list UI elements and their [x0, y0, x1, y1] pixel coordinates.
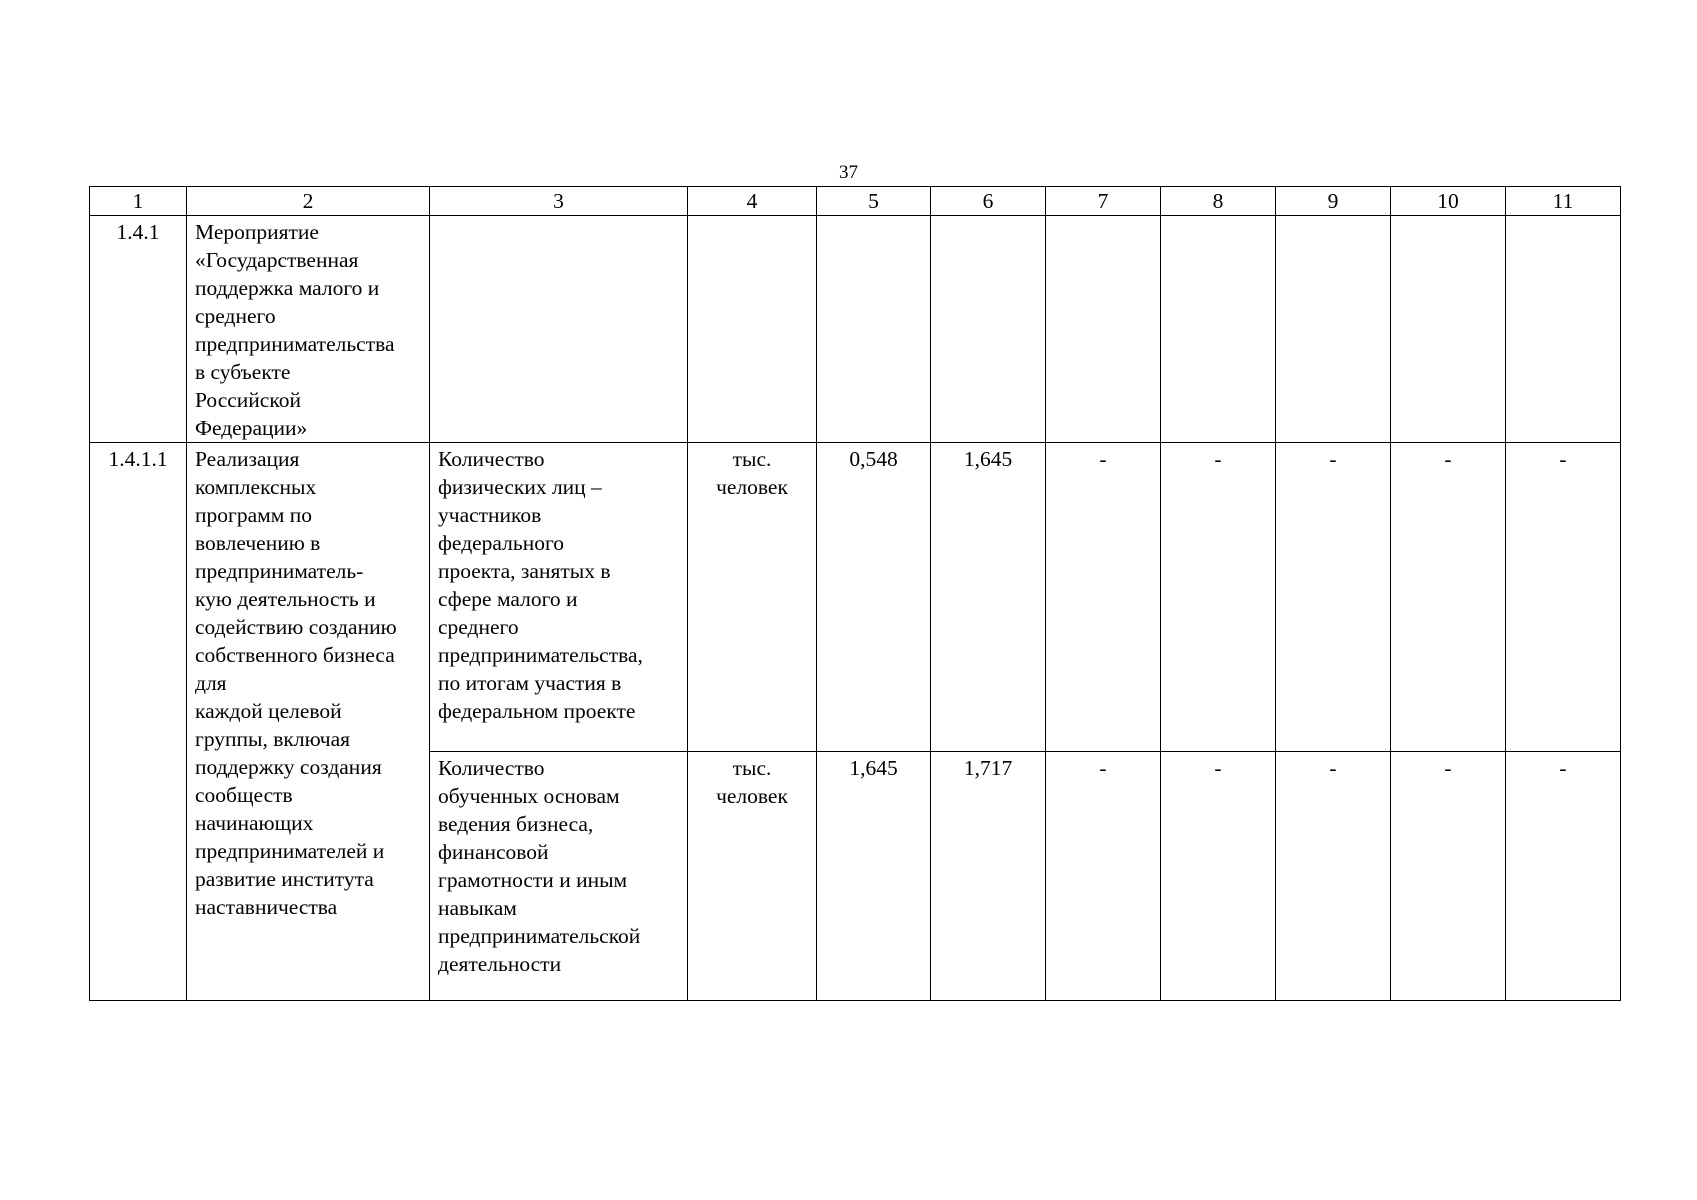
value-cell: [1161, 216, 1276, 443]
event-name-cell: [187, 216, 430, 443]
value-cell: [931, 216, 1046, 443]
row-code: 1.4.1.1: [108, 447, 168, 471]
value-cell: -: [1046, 752, 1161, 1001]
indicator-cell: [430, 752, 688, 1001]
unit-cell: [688, 216, 817, 443]
header-cell: 6: [931, 187, 1046, 216]
header-cell: 3: [430, 187, 688, 216]
row-code-cell: [90, 443, 187, 1001]
header-cell: 1: [90, 187, 187, 216]
header-cell: 8: [1161, 187, 1276, 216]
unit-cell: [688, 443, 817, 752]
value-cell: -: [1161, 752, 1276, 1001]
value-cell: -: [1276, 752, 1391, 1001]
table-row: [90, 216, 1621, 443]
header-cell: 5: [817, 187, 931, 216]
row-code-cell: [90, 216, 187, 443]
header-cell: 2: [187, 187, 430, 216]
header-cell: 4: [688, 187, 817, 216]
value-cell: [1391, 216, 1506, 443]
value-cell: -: [1391, 752, 1506, 1001]
header-cell: 11: [1506, 187, 1621, 216]
value-cell: 1,717: [931, 752, 1046, 1001]
event-name: Мероприятие «Государственная поддержка малого и среднего предпринимательства в субъекте Российской Федерации»: [195, 220, 395, 440]
value-cell: -: [1046, 443, 1161, 752]
value-cell: -: [1276, 443, 1391, 752]
value-cell: 0,548: [817, 443, 931, 752]
row-code: 1.4.1: [116, 220, 160, 244]
value-cell: [1506, 216, 1621, 443]
event-name-cell: [187, 443, 430, 1001]
event-name: Реализация комплексных программ по вовлечению в предприниматель- кую деятельность и содействию созданию собственного бизнеса для каждой целевой группы, включая поддержку создания сообществ начинающих предпринимателей и развитие института наставничества: [195, 447, 397, 919]
header-cell: 7: [1046, 187, 1161, 216]
indicator-cell: [430, 216, 688, 443]
indicator-text: Количество обученных основам ведения бизнеса, финансовой грамотности и иным навыкам предпринимательской деятельности: [438, 756, 641, 976]
header-cell: 10: [1391, 187, 1506, 216]
value-cell: -: [1161, 443, 1276, 752]
value-cell: -: [1506, 443, 1621, 752]
value-cell: -: [1506, 752, 1621, 1001]
value-cell: [817, 216, 931, 443]
value-cell: [1046, 216, 1161, 443]
header-cell: 9: [1276, 187, 1391, 216]
table-header-row: [90, 187, 1621, 216]
table-row: [90, 443, 1621, 752]
indicator-text: Количество физических лиц – участников федерального проекта, занятых в сфере малого и среднего предпринимательства, по итогам участия в федеральном проекте: [438, 447, 643, 723]
page-number: 37: [839, 162, 858, 183]
value-cell: [1276, 216, 1391, 443]
indicators-table: [89, 186, 1621, 1001]
unit-text: тыс. человек: [716, 756, 788, 808]
value-cell: -: [1391, 443, 1506, 752]
indicator-cell: [430, 443, 688, 752]
value-cell: 1,645: [817, 752, 931, 1001]
value-cell: 1,645: [931, 443, 1046, 752]
unit-text: тыс. человек: [716, 447, 788, 499]
unit-cell: [688, 752, 817, 1001]
